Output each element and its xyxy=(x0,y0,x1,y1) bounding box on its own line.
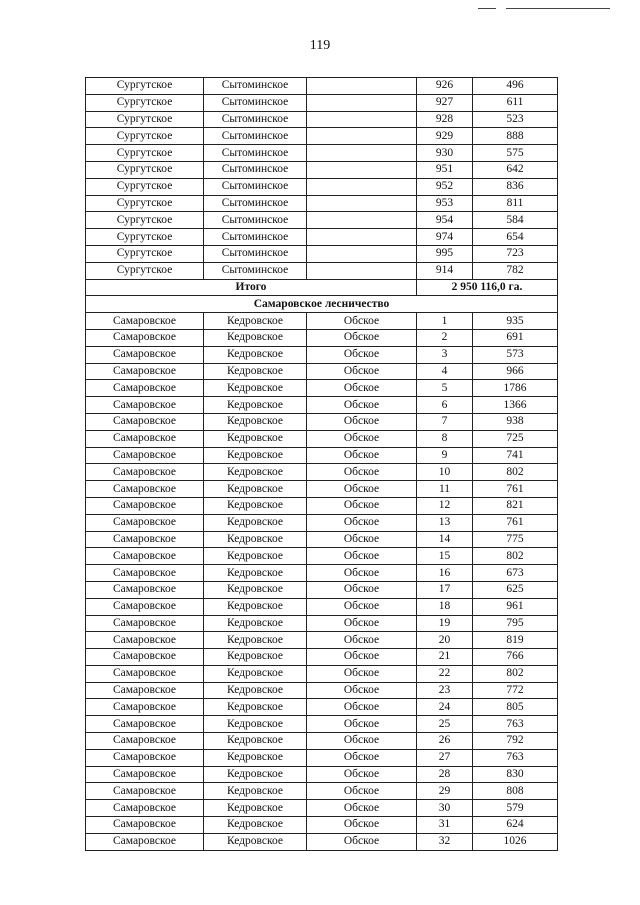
subdistrict-cell: Сытоминское xyxy=(204,262,307,279)
table-row xyxy=(86,380,558,397)
subdistrict-cell: Сытоминское xyxy=(204,94,307,111)
area-cell: 830 xyxy=(473,766,558,783)
district-cell: Самаровское xyxy=(86,665,204,682)
subdistrict-cell: Кедровское xyxy=(204,733,307,750)
area-cell: 584 xyxy=(473,212,558,229)
area-cell: 761 xyxy=(473,481,558,498)
district-cell: Сургутское xyxy=(86,245,204,262)
area-cell: 782 xyxy=(473,262,558,279)
area-cell: 761 xyxy=(473,514,558,531)
table-row xyxy=(86,632,558,649)
quarter-cell: 6 xyxy=(417,397,473,414)
tract-cell: Обское xyxy=(307,497,417,514)
subdistrict-cell: Кедровское xyxy=(204,766,307,783)
quarter-cell: 30 xyxy=(417,800,473,817)
table-row xyxy=(86,346,558,363)
area-cell: 691 xyxy=(473,329,558,346)
area-cell: 811 xyxy=(473,195,558,212)
subdistrict-cell: Сытоминское xyxy=(204,178,307,195)
quarter-cell: 23 xyxy=(417,682,473,699)
district-cell: Самаровское xyxy=(86,783,204,800)
table-row xyxy=(86,649,558,666)
table-row xyxy=(86,229,558,246)
district-cell: Самаровское xyxy=(86,548,204,565)
district-cell: Самаровское xyxy=(86,447,204,464)
area-cell: 579 xyxy=(473,800,558,817)
table-row xyxy=(86,531,558,548)
area-cell: 1366 xyxy=(473,397,558,414)
district-cell: Самаровское xyxy=(86,514,204,531)
area-cell: 795 xyxy=(473,615,558,632)
district-cell: Самаровское xyxy=(86,346,204,363)
quarter-cell: 31 xyxy=(417,817,473,834)
area-cell: 821 xyxy=(473,497,558,514)
tract-cell: Обское xyxy=(307,800,417,817)
area-cell: 772 xyxy=(473,682,558,699)
table-row xyxy=(86,447,558,464)
subdistrict-cell: Кедровское xyxy=(204,565,307,582)
subdistrict-cell: Кедровское xyxy=(204,598,307,615)
area-cell: 1786 xyxy=(473,380,558,397)
quarter-cell: 7 xyxy=(417,413,473,430)
area-cell: 1026 xyxy=(473,833,558,850)
tract-cell: Обское xyxy=(307,598,417,615)
subdistrict-cell: Кедровское xyxy=(204,817,307,834)
district-cell: Самаровское xyxy=(86,817,204,834)
subdistrict-cell: Кедровское xyxy=(204,649,307,666)
area-cell: 763 xyxy=(473,716,558,733)
quarter-cell: 13 xyxy=(417,514,473,531)
quarter-cell: 29 xyxy=(417,783,473,800)
quarter-cell: 930 xyxy=(417,145,473,162)
subdistrict-cell: Кедровское xyxy=(204,430,307,447)
area-cell: 741 xyxy=(473,447,558,464)
total-row xyxy=(86,279,558,296)
district-cell: Сургутское xyxy=(86,161,204,178)
table-row xyxy=(86,682,558,699)
subdistrict-cell: Кедровское xyxy=(204,397,307,414)
district-cell: Самаровское xyxy=(86,733,204,750)
subdistrict-cell: Кедровское xyxy=(204,699,307,716)
quarter-cell: 28 xyxy=(417,766,473,783)
table-row xyxy=(86,598,558,615)
district-cell: Сургутское xyxy=(86,128,204,145)
area-cell: 496 xyxy=(473,78,558,95)
tract-cell: Обское xyxy=(307,464,417,481)
tract-cell: Обское xyxy=(307,783,417,800)
quarter-cell: 16 xyxy=(417,565,473,582)
district-cell: Самаровское xyxy=(86,481,204,498)
subdistrict-cell: Кедровское xyxy=(204,481,307,498)
subdistrict-cell: Кедровское xyxy=(204,548,307,565)
district-cell: Самаровское xyxy=(86,581,204,598)
quarter-cell: 995 xyxy=(417,245,473,262)
quarter-cell: 12 xyxy=(417,497,473,514)
quarter-cell: 19 xyxy=(417,615,473,632)
tract-cell: Обское xyxy=(307,531,417,548)
area-cell: 836 xyxy=(473,178,558,195)
table-row xyxy=(86,262,558,279)
tract-cell: Обское xyxy=(307,548,417,565)
district-cell: Сургутское xyxy=(86,94,204,111)
tract-cell: Обское xyxy=(307,514,417,531)
subdistrict-cell: Кедровское xyxy=(204,800,307,817)
table-row xyxy=(86,329,558,346)
district-cell: Самаровское xyxy=(86,800,204,817)
quarter-cell: 25 xyxy=(417,716,473,733)
tract-cell xyxy=(307,195,417,212)
table-row xyxy=(86,481,558,498)
district-cell: Самаровское xyxy=(86,397,204,414)
district-cell: Самаровское xyxy=(86,749,204,766)
table-row xyxy=(86,464,558,481)
subdistrict-cell: Кедровское xyxy=(204,581,307,598)
quarter-cell: 18 xyxy=(417,598,473,615)
header-rule-long xyxy=(506,8,610,9)
table-row xyxy=(86,78,558,95)
district-cell: Самаровское xyxy=(86,430,204,447)
tract-cell: Обское xyxy=(307,346,417,363)
district-cell: Сургутское xyxy=(86,78,204,95)
tract-cell: Обское xyxy=(307,833,417,850)
quarter-cell: 24 xyxy=(417,699,473,716)
quarter-cell: 26 xyxy=(417,733,473,750)
area-cell: 523 xyxy=(473,111,558,128)
subdistrict-cell: Кедровское xyxy=(204,716,307,733)
tract-cell: Обское xyxy=(307,397,417,414)
quarter-cell: 3 xyxy=(417,346,473,363)
table-row xyxy=(86,800,558,817)
district-cell: Самаровское xyxy=(86,329,204,346)
tract-cell xyxy=(307,78,417,95)
table-row xyxy=(86,111,558,128)
area-cell: 766 xyxy=(473,649,558,666)
tract-cell: Обское xyxy=(307,733,417,750)
quarter-cell: 926 xyxy=(417,78,473,95)
tract-cell: Обское xyxy=(307,632,417,649)
quarter-cell: 929 xyxy=(417,128,473,145)
district-cell: Самаровское xyxy=(86,413,204,430)
tract-cell: Обское xyxy=(307,313,417,330)
table-row xyxy=(86,699,558,716)
area-cell: 624 xyxy=(473,817,558,834)
district-cell: Самаровское xyxy=(86,615,204,632)
subdistrict-cell: Кедровское xyxy=(204,380,307,397)
quarter-cell: 951 xyxy=(417,161,473,178)
section-header-row xyxy=(86,296,558,313)
subdistrict-cell: Кедровское xyxy=(204,615,307,632)
total-label: Итого xyxy=(86,279,417,296)
district-cell: Самаровское xyxy=(86,313,204,330)
tract-cell: Обское xyxy=(307,565,417,582)
samarovo-rows xyxy=(86,313,558,851)
subdistrict-cell: Кедровское xyxy=(204,682,307,699)
quarter-cell: 21 xyxy=(417,649,473,666)
table-row xyxy=(86,94,558,111)
table-row xyxy=(86,245,558,262)
quarter-cell: 927 xyxy=(417,94,473,111)
surgut-rows xyxy=(86,78,558,280)
subdistrict-cell: Кедровское xyxy=(204,363,307,380)
area-cell: 802 xyxy=(473,665,558,682)
table-row xyxy=(86,783,558,800)
quarter-cell: 953 xyxy=(417,195,473,212)
subdistrict-cell: Кедровское xyxy=(204,531,307,548)
subdistrict-cell: Кедровское xyxy=(204,497,307,514)
tract-cell xyxy=(307,94,417,111)
quarter-cell: 27 xyxy=(417,749,473,766)
quarter-cell: 22 xyxy=(417,665,473,682)
district-cell: Сургутское xyxy=(86,262,204,279)
subdistrict-cell: Сытоминское xyxy=(204,145,307,162)
table-row xyxy=(86,195,558,212)
district-cell: Сургутское xyxy=(86,145,204,162)
area-cell: 611 xyxy=(473,94,558,111)
tract-cell: Обское xyxy=(307,447,417,464)
area-cell: 808 xyxy=(473,783,558,800)
subdistrict-cell: Кедровское xyxy=(204,783,307,800)
quarter-cell: 32 xyxy=(417,833,473,850)
area-cell: 935 xyxy=(473,313,558,330)
table-row xyxy=(86,716,558,733)
table-row xyxy=(86,615,558,632)
tract-cell: Обское xyxy=(307,749,417,766)
table-row xyxy=(86,833,558,850)
tract-cell xyxy=(307,262,417,279)
table-row xyxy=(86,178,558,195)
tract-cell: Обское xyxy=(307,481,417,498)
tract-cell xyxy=(307,245,417,262)
quarter-cell: 952 xyxy=(417,178,473,195)
area-cell: 673 xyxy=(473,565,558,582)
table-row xyxy=(86,581,558,598)
area-cell: 802 xyxy=(473,548,558,565)
subdistrict-cell: Кедровское xyxy=(204,464,307,481)
section-title: Самаровское лесничество xyxy=(86,296,558,313)
quarter-cell: 15 xyxy=(417,548,473,565)
subdistrict-cell: Сытоминское xyxy=(204,111,307,128)
table-row xyxy=(86,665,558,682)
quarter-cell: 928 xyxy=(417,111,473,128)
area-cell: 725 xyxy=(473,430,558,447)
quarter-cell: 914 xyxy=(417,262,473,279)
quarter-cell: 17 xyxy=(417,581,473,598)
area-cell: 573 xyxy=(473,346,558,363)
tract-cell xyxy=(307,229,417,246)
quarter-cell: 9 xyxy=(417,447,473,464)
tract-cell: Обское xyxy=(307,665,417,682)
tract-cell: Обское xyxy=(307,329,417,346)
page-number: 119 xyxy=(309,38,331,53)
table-row xyxy=(86,817,558,834)
subdistrict-cell: Сытоминское xyxy=(204,212,307,229)
table-row xyxy=(86,497,558,514)
quarter-cell: 4 xyxy=(417,363,473,380)
district-cell: Самаровское xyxy=(86,380,204,397)
subdistrict-cell: Кедровское xyxy=(204,833,307,850)
area-cell: 723 xyxy=(473,245,558,262)
district-cell: Самаровское xyxy=(86,682,204,699)
subdistrict-cell: Сытоминское xyxy=(204,161,307,178)
table-row xyxy=(86,145,558,162)
quarter-cell: 10 xyxy=(417,464,473,481)
area-cell: 888 xyxy=(473,128,558,145)
header-rule-short xyxy=(478,8,496,9)
quarter-cell: 20 xyxy=(417,632,473,649)
area-cell: 625 xyxy=(473,581,558,598)
total-value: 2 950 116,0 га. xyxy=(417,279,558,296)
district-cell: Сургутское xyxy=(86,212,204,229)
subdistrict-cell: Кедровское xyxy=(204,749,307,766)
quarter-cell: 11 xyxy=(417,481,473,498)
area-cell: 966 xyxy=(473,363,558,380)
table-row xyxy=(86,548,558,565)
district-cell: Самаровское xyxy=(86,699,204,716)
subdistrict-cell: Кедровское xyxy=(204,514,307,531)
tract-cell: Обское xyxy=(307,413,417,430)
table-row xyxy=(86,363,558,380)
area-cell: 802 xyxy=(473,464,558,481)
area-cell: 642 xyxy=(473,161,558,178)
area-cell: 775 xyxy=(473,531,558,548)
district-cell: Сургутское xyxy=(86,178,204,195)
district-cell: Сургутское xyxy=(86,111,204,128)
subdistrict-cell: Сытоминское xyxy=(204,229,307,246)
subdistrict-cell: Сытоминское xyxy=(204,78,307,95)
district-cell: Самаровское xyxy=(86,649,204,666)
table-row xyxy=(86,565,558,582)
subdistrict-cell: Кедровское xyxy=(204,329,307,346)
area-cell: 575 xyxy=(473,145,558,162)
tract-cell xyxy=(307,178,417,195)
tract-cell xyxy=(307,161,417,178)
forest-quarter-table xyxy=(85,77,558,851)
tract-cell: Обское xyxy=(307,817,417,834)
district-cell: Самаровское xyxy=(86,531,204,548)
tract-cell: Обское xyxy=(307,615,417,632)
subdistrict-cell: Кедровское xyxy=(204,632,307,649)
table-row xyxy=(86,766,558,783)
subdistrict-cell: Кедровское xyxy=(204,413,307,430)
area-cell: 792 xyxy=(473,733,558,750)
district-cell: Самаровское xyxy=(86,497,204,514)
quarter-cell: 14 xyxy=(417,531,473,548)
subdistrict-cell: Кедровское xyxy=(204,313,307,330)
quarter-cell: 954 xyxy=(417,212,473,229)
quarter-cell: 5 xyxy=(417,380,473,397)
subdistrict-cell: Сытоминское xyxy=(204,195,307,212)
quarter-cell: 1 xyxy=(417,313,473,330)
district-cell: Сургутское xyxy=(86,229,204,246)
subdistrict-cell: Кедровское xyxy=(204,447,307,464)
tract-cell xyxy=(307,212,417,229)
tract-cell: Обское xyxy=(307,430,417,447)
district-cell: Самаровское xyxy=(86,716,204,733)
tract-cell: Обское xyxy=(307,581,417,598)
tract-cell: Обское xyxy=(307,716,417,733)
table-row xyxy=(86,313,558,330)
subdistrict-cell: Сытоминское xyxy=(204,128,307,145)
district-cell: Сургутское xyxy=(86,195,204,212)
summary-section xyxy=(86,279,558,313)
tract-cell xyxy=(307,128,417,145)
tract-cell xyxy=(307,111,417,128)
tract-cell: Обское xyxy=(307,699,417,716)
tract-cell xyxy=(307,145,417,162)
tract-cell: Обское xyxy=(307,380,417,397)
table-row xyxy=(86,430,558,447)
table-row xyxy=(86,397,558,414)
table-row xyxy=(86,514,558,531)
district-cell: Самаровское xyxy=(86,598,204,615)
table-row xyxy=(86,733,558,750)
area-cell: 805 xyxy=(473,699,558,716)
quarter-cell: 8 xyxy=(417,430,473,447)
quarter-cell: 2 xyxy=(417,329,473,346)
area-cell: 763 xyxy=(473,749,558,766)
tract-cell: Обское xyxy=(307,363,417,380)
area-cell: 819 xyxy=(473,632,558,649)
tract-cell: Обское xyxy=(307,766,417,783)
area-cell: 961 xyxy=(473,598,558,615)
table-row xyxy=(86,161,558,178)
table-row xyxy=(86,413,558,430)
table-row xyxy=(86,749,558,766)
subdistrict-cell: Сытоминское xyxy=(204,245,307,262)
tract-cell: Обское xyxy=(307,649,417,666)
district-cell: Самаровское xyxy=(86,565,204,582)
district-cell: Самаровское xyxy=(86,833,204,850)
tract-cell: Обское xyxy=(307,682,417,699)
area-cell: 654 xyxy=(473,229,558,246)
district-cell: Самаровское xyxy=(86,766,204,783)
subdistrict-cell: Кедровское xyxy=(204,346,307,363)
quarter-cell: 974 xyxy=(417,229,473,246)
table-row xyxy=(86,128,558,145)
district-cell: Самаровское xyxy=(86,464,204,481)
district-cell: Самаровское xyxy=(86,632,204,649)
area-cell: 938 xyxy=(473,413,558,430)
table-row xyxy=(86,212,558,229)
district-cell: Самаровское xyxy=(86,363,204,380)
subdistrict-cell: Кедровское xyxy=(204,665,307,682)
